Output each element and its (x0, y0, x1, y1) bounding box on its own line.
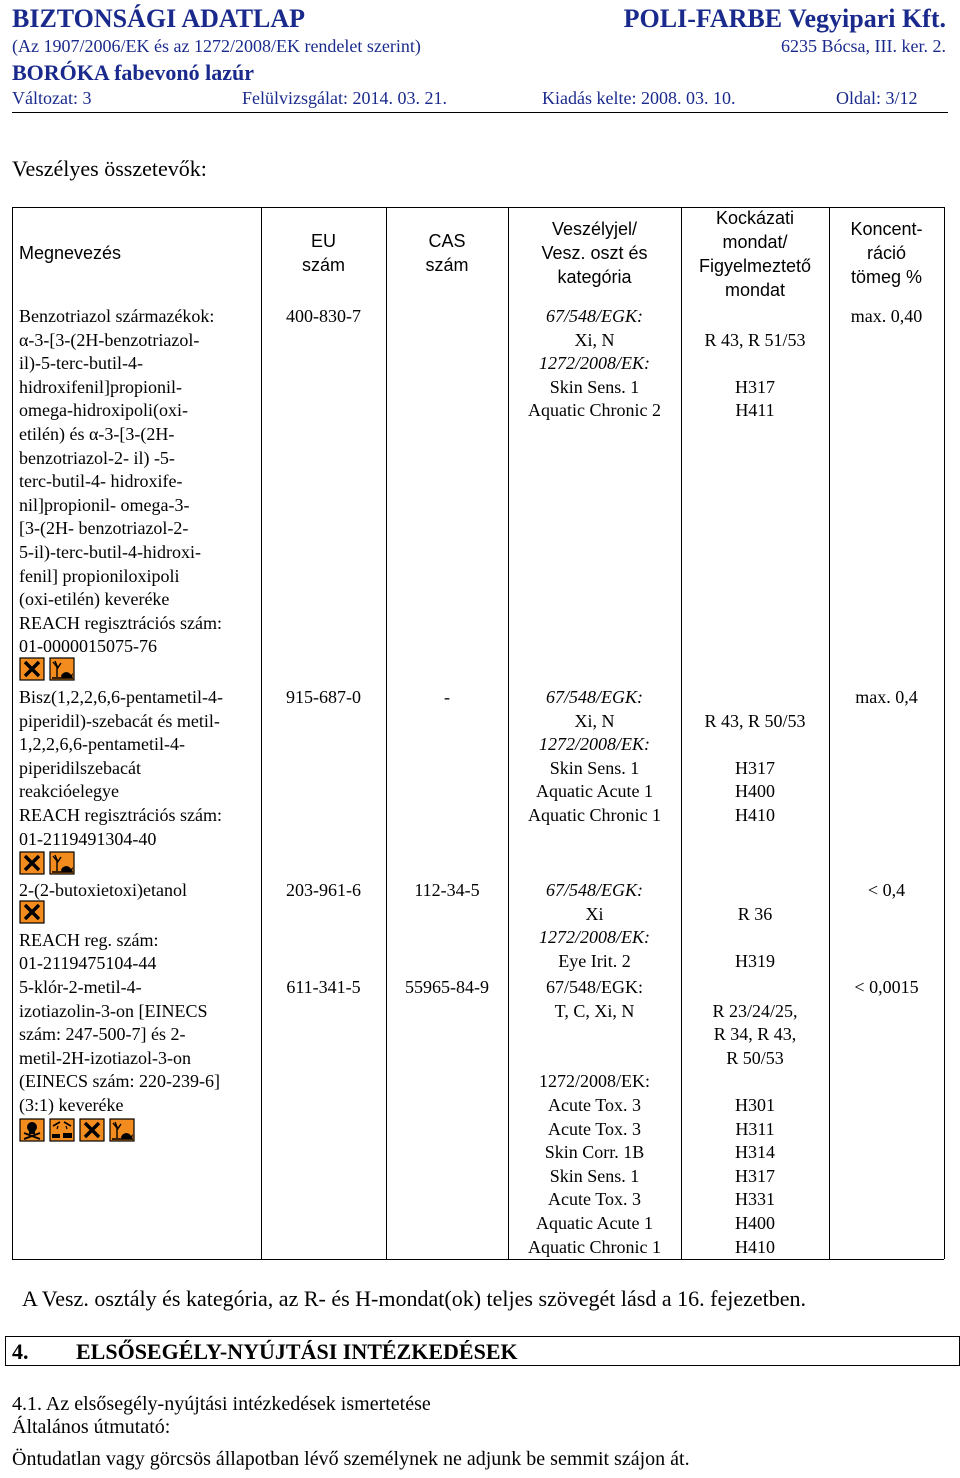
hazard-line: Xi (585, 903, 604, 924)
component-name-line: 5-klór-2-metil-4- (19, 977, 142, 997)
statement-line (681, 733, 829, 757)
concentration: < 0,0015 (854, 977, 919, 997)
hazard-line: 67/548/EGK: (546, 880, 643, 900)
company-name: POLI-FARBE Vegyipari Kft. (623, 4, 946, 33)
header-concentration-line: tömeg % (850, 267, 923, 287)
header-eu-line: EU (310, 231, 336, 251)
header-row-title (12, 4, 948, 34)
component-name-line: 2-(2-butoxietoxi)etanol (19, 880, 187, 900)
header-cas (388, 229, 506, 277)
corrosion-icon (49, 1118, 75, 1142)
hazard-line (508, 1023, 681, 1047)
footnote: A Vesz. osztály és kategória, az R- és H-mondat(ok) teljes szövegét lásd a 16. fejezetben. (22, 1286, 806, 1311)
hazard-line: Skin Sens. 1 (549, 376, 640, 397)
statement-line: H331 (735, 1189, 775, 1210)
eu-number: 203-961-6 (286, 880, 361, 900)
hazard-line: Aquatic Chronic 1 (528, 804, 661, 825)
component-name-line: terc-butil-4- hidroxife- (19, 471, 183, 492)
statement-line: H301 (735, 1094, 775, 1115)
hazard-line: Aquatic Acute 1 (536, 781, 653, 802)
cross-icon (19, 657, 45, 681)
cas-number: 55965-84-9 (405, 977, 489, 997)
hazard-line: Xi, N (574, 329, 615, 350)
table-col-line-6 (944, 207, 945, 1259)
hazard-classification (508, 879, 681, 973)
component-name-line: fenil] propioniloxipoli (19, 565, 180, 586)
table-col-line-0 (12, 207, 13, 1259)
statement-line (681, 686, 829, 710)
statement-line: R 43, R 50/53 (704, 710, 806, 731)
version-text: Változat: 3 (12, 88, 92, 108)
table-bottom-line (12, 1259, 944, 1260)
table-col-line-1 (261, 207, 262, 1259)
header-name (19, 241, 264, 265)
eu-number: 611-341-5 (286, 977, 361, 997)
cross-icon (79, 1118, 105, 1142)
hazard-line: Aquatic Chronic 1 (528, 1236, 661, 1257)
hazard-line: T, C, Xi, N (554, 1000, 635, 1021)
header-phrases-line: Kockázati (715, 208, 795, 228)
subsection-heading: 4.1. Az elsősegély-nyújtási intézkedések ismertetése (12, 1393, 431, 1415)
component-name-line: 5-il)-terc-butil-4-hidroxi- (19, 541, 201, 562)
hazard-line: Acute Tox. 3 (548, 1189, 641, 1210)
hazard-line: Eye Irit. 2 (558, 950, 631, 971)
component-name-line: [3-(2H- benzotriazol-2- (19, 518, 189, 539)
regulation-text: (Az 1907/2006/EK és az 1272/2008/EK rendelet szerint) (12, 36, 421, 56)
component-name-line: il)-5-terc-butil-4- (19, 353, 143, 374)
statement-line: H411 (735, 400, 775, 421)
header-concentration-line: Koncent- (850, 219, 923, 239)
component-name-line: (EINECS szám: 220-239-6] (19, 1071, 220, 1092)
component-name-line: hidroxifenil]propionil- (19, 376, 182, 397)
skull-icon (19, 1118, 45, 1142)
cross-icon (19, 851, 45, 875)
component-name-line: 01-0000015075-76 (19, 636, 157, 657)
component-name (19, 305, 258, 659)
component-name-line: 01-2119491304-40 (19, 828, 157, 849)
header-hazard-line: kategória (557, 267, 632, 287)
risk-statements (681, 686, 829, 828)
header-phrases-line: Figyelmeztető (698, 256, 812, 276)
component-name-line: izotiazolin-3-on [EINECS (19, 1000, 208, 1021)
section4-number: 4. (12, 1339, 29, 1364)
hazard-pictograms (19, 851, 79, 875)
cas-number: 112-34-5 (414, 880, 480, 900)
header-divider (12, 112, 948, 113)
document-title: BIZTONSÁGI ADATLAP (12, 4, 306, 33)
component-name-line: szám: 247-500-7] és 2- (19, 1024, 186, 1045)
component-name-line: α-3-[3-(2H-benzotriazol- (19, 329, 200, 350)
header-phrases (683, 206, 827, 302)
component-name-line: 01-2119475104-44 (19, 953, 157, 974)
header-name-line: Megnevezés (19, 243, 122, 263)
header-phrases-line: mondat/ (722, 232, 788, 252)
section4-title: ELSŐSEGÉLY-NYÚJTÁSI INTÉZKEDÉSEK (76, 1339, 518, 1364)
header-cas-line: CAS (428, 231, 466, 251)
statement-line: H400 (735, 781, 775, 802)
hazard-classification (508, 976, 681, 1259)
statement-line (681, 1070, 829, 1094)
page-number: Oldal: 3/12 (836, 88, 918, 108)
environment-icon (109, 1118, 135, 1142)
component-name-line: nil]propionil- omega-3- (19, 494, 190, 515)
concentration: max. 0,40 (850, 306, 923, 326)
statement-line: H319 (735, 950, 775, 971)
statement-line: R 50/53 (726, 1047, 784, 1068)
risk-statements (681, 976, 829, 1259)
revision-text: Felülvizsgálat: 2014. 03. 21. (242, 88, 447, 108)
statement-line: H311 (735, 1118, 775, 1139)
hazard-line: Acute Tox. 3 (548, 1118, 641, 1139)
component-name-line: piperidilszebacát (19, 757, 141, 778)
statement-line (681, 926, 829, 950)
hazard-pictograms (19, 1118, 139, 1142)
statement-line: R 34, R 43, (713, 1024, 797, 1045)
header-hazard-line: Vesz. oszt és (541, 243, 648, 263)
hazard-line: 67/548/EGK: (546, 306, 643, 326)
hazard-line: 1272/2008/EK: (539, 353, 650, 374)
statement-line: H410 (735, 804, 775, 825)
hazard-line: Skin Corr. 1B (544, 1142, 645, 1163)
hazard-line: Acute Tox. 3 (548, 1094, 641, 1115)
component-name-line: reakcióelegye (19, 781, 119, 802)
table-col-line-2 (386, 207, 387, 1259)
statement-line: H317 (735, 1165, 775, 1186)
header-row-regulation (12, 36, 948, 57)
header-hazard (510, 217, 679, 289)
header-eu-line: szám (301, 255, 345, 275)
hazard-line (508, 1047, 681, 1071)
component-name-line: Bisz(1,2,2,6,6-pentametil-4- (19, 687, 223, 707)
statement-line: H317 (735, 376, 775, 397)
statement-line: H400 (735, 1212, 775, 1233)
statement-line (681, 976, 829, 1000)
hazard-line: Skin Sens. 1 (549, 757, 640, 778)
statement-line: H317 (735, 757, 775, 778)
component-name-line: omega-hidroxipoli(oxi- (19, 400, 188, 421)
environment-icon (49, 851, 75, 875)
header-concentration-line: ráció (866, 243, 906, 263)
hazard-line: 67/548/EGK: (546, 687, 643, 707)
component-name-line: (3:1) keveréke (19, 1094, 124, 1115)
statement-line: H410 (735, 1236, 775, 1257)
concentration: max. 0,4 (855, 687, 918, 707)
eu-number: 400-830-7 (286, 306, 361, 326)
hazard-line: 1272/2008/EK: (539, 1071, 650, 1092)
component-name-line: Benzotriazol származékok: (19, 306, 215, 326)
hazard-pictograms (19, 657, 79, 681)
general-guidance-label: Általános útmutató: (12, 1416, 171, 1438)
header-eu (263, 229, 384, 277)
component-name-line: 1,2,2,6,6-pentametil-4- (19, 734, 185, 755)
risk-statements (681, 879, 829, 973)
header-concentration (831, 217, 942, 289)
hazard-line: Skin Sens. 1 (549, 1165, 640, 1186)
component-name-line: REACH reg. szám: (19, 929, 159, 950)
risk-statements (681, 305, 829, 423)
component-name-line: etilén) és α-3-[3-(2H- (19, 423, 175, 444)
product-name: BORÓKA fabevonó lazúr (12, 60, 255, 85)
hazard-line: Aquatic Chronic 2 (528, 400, 661, 421)
component-name-line: REACH regisztrációs szám: (19, 804, 222, 825)
eu-number: 915-687-0 (286, 687, 361, 707)
hazard-pictograms (19, 900, 49, 924)
hazard-line: Aquatic Acute 1 (536, 1212, 653, 1233)
first-aid-advice: Öntudatlan vagy görcsös állapotban lévő személynek ne adjunk be semmit szájon át. (12, 1448, 690, 1470)
component-name (19, 879, 258, 976)
company-address: 6235 Bócsa, III. ker. 2. (781, 36, 946, 56)
cas-number: - (444, 687, 450, 707)
statement-line: R 36 (737, 903, 773, 924)
hazard-line: 67/548/EGK: (546, 977, 643, 997)
component-name-line: benzotriazol-2- il) -5- (19, 447, 175, 468)
cross-icon (19, 900, 45, 924)
statement-line (681, 352, 829, 376)
component-name-line (19, 903, 258, 929)
environment-icon (49, 657, 75, 681)
header-phrases-line: mondat (724, 280, 786, 300)
component-name-line: piperidil)-szebacát és metil- (19, 710, 220, 731)
statement-line: R 43, R 51/53 (704, 329, 806, 350)
statement-line: R 23/24/25, (712, 1000, 798, 1021)
statement-line (681, 879, 829, 903)
hazard-line: 1272/2008/EK: (539, 927, 650, 948)
hazard-classification (508, 305, 681, 423)
header-hazard-line: Veszélyjel/ (551, 219, 638, 239)
component-name (19, 976, 258, 1118)
component-name-line: metil-2H-izotiazol-3-on (19, 1047, 191, 1068)
component-name-line: REACH regisztrációs szám: (19, 612, 222, 633)
hazard-line: 1272/2008/EK: (539, 734, 650, 755)
statement-line: H314 (735, 1142, 775, 1163)
section-title: Veszélyes összetevők: (12, 156, 207, 181)
header-cas-line: szám (425, 255, 469, 275)
statement-line (681, 305, 829, 329)
hazard-classification (508, 686, 681, 828)
concentration: < 0,4 (867, 880, 906, 900)
component-name-line: (oxi-etilén) keveréke (19, 589, 170, 610)
issued-text: Kiadás kelte: 2008. 03. 10. (542, 88, 736, 108)
hazard-line: Xi, N (574, 710, 615, 731)
table-col-line-5 (829, 207, 830, 1259)
component-name (19, 686, 258, 851)
